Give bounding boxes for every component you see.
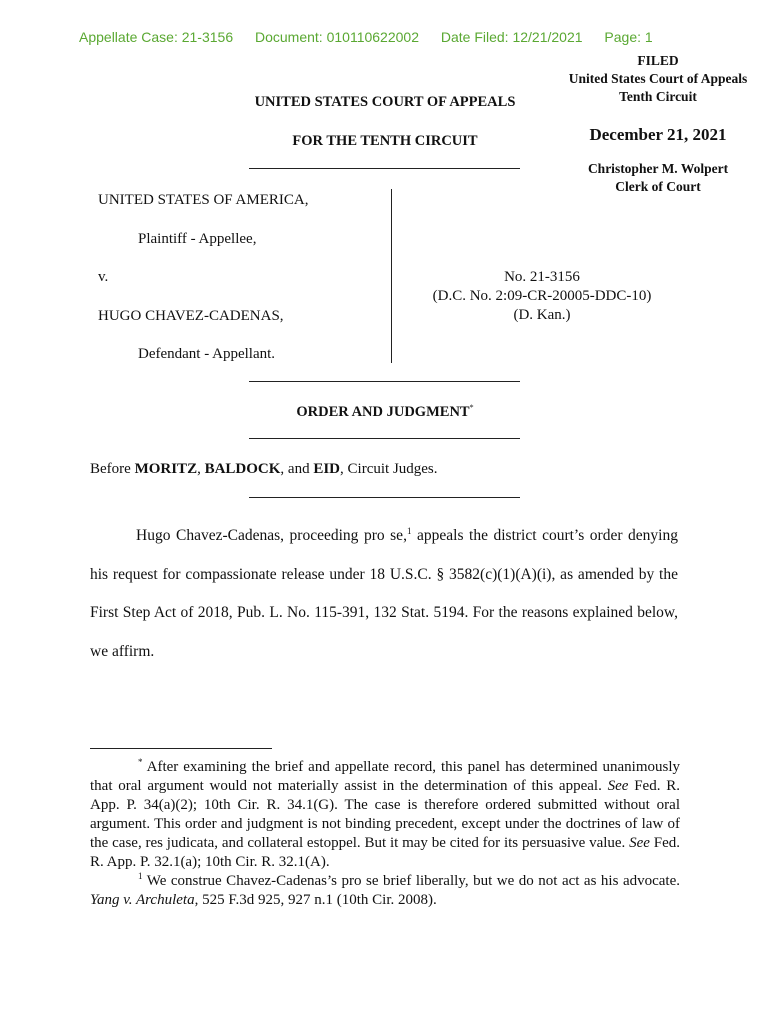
defendant-name: HUGO CHAVEZ-CADENAS, [98,308,284,324]
order-title-footnote-marker: * [469,403,474,412]
footnote-1-marker: 1 [406,525,412,536]
order-title-text: ORDER AND JUDGMENT [296,403,470,420]
district-case-number: (D.C. No. 2:09-CR-20005-DDC-10) [432,288,652,304]
footnote-star [90,758,680,872]
judge-eid: EID [313,461,341,477]
court-title: UNITED STATES COURT OF APPEALS [254,94,516,110]
signal-see: See [607,778,629,794]
case-number-stamp: Appellate Case: 21-3156 [79,29,234,45]
date-filed-stamp: Date Filed: 12/21/2021 [440,29,583,45]
filed-label: FILED [637,53,679,68]
defendant-role: Defendant - Appellant. [138,346,276,362]
signal-see: See [629,835,650,851]
filed-circuit: Tenth Circuit [619,89,697,104]
case-number: No. 21-3156 [504,269,580,285]
page-number-stamp: Page: 1 [604,29,653,45]
footnote-1 [90,872,680,910]
plaintiff-role: Plaintiff - Appellee, [138,231,257,247]
separator: , and [280,461,314,477]
filed-court: United States Court of Appeals [568,71,748,86]
footnote-text: Fed. R. App. P. 32.1(a); 10th Cir. R. 32.1(A). [90,835,681,870]
footnote-text: Fed. R. App. P. 34(a)(2); 10th Cir. R. 34.1(G). The case is therefore ordered submitted without oral argument. This order and judgment is not binding precedent, except under the doctrines of law of the case, res judicata, and collateral estoppel. But it may be cited for its persuasive value. [90,778,680,851]
divider [249,438,520,439]
body-text-part: Hugo Chavez-Cadenas, proceeding pro se, [136,527,407,544]
before-suffix: , Circuit Judges. [340,461,438,477]
footnotes [90,758,680,910]
footnote-text: , 525 F.3d 925, 927 n.1 (10th Cir. 2008). [194,892,437,908]
case-citation: Yang v. Archuleta [90,892,195,908]
divider [249,497,520,498]
footnote-star-marker: * [138,757,143,767]
case-number-block [420,268,664,325]
footnote-text: We construe Chavez-Cadenas’s pro se brief liberally, but we do not act as his advocate. [142,873,680,889]
footnote-1-marker: 1 [138,871,143,881]
body-text-part: appeals the district court’s order denying his request for compassionate release under 18 U.S.C. § 3582(c)(1)(A)(i), as amended by the First Step Act of 2018, Pub. L. No. 115-391, 132 Stat. 5194. For the reasons explained below, we affirm. [90,527,678,660]
before-prefix: Before [90,461,135,477]
opinion-body-paragraph [90,517,678,671]
plaintiff-name: UNITED STATES OF AMERICA, [98,192,309,208]
district-court: (D. Kan.) [513,307,571,323]
separator: , [197,461,205,477]
filed-stamp [548,52,768,196]
document-header-stamp [79,29,671,45]
circuit-title: FOR THE TENTH CIRCUIT [292,133,478,149]
clerk-title: Clerk of Court [615,179,701,194]
divider [249,168,520,169]
document-number-stamp: Document: 010110622002 [255,29,419,45]
clerk-name: Christopher M. Wolpert [587,161,729,176]
divider [249,381,520,382]
filed-date: December 21, 2021 [589,125,727,144]
judge-moritz: MORITZ [134,461,198,477]
footnote-separator [90,748,272,749]
judge-baldock: BALDOCK [204,461,281,477]
panel-judges [90,461,438,478]
versus: v. [98,269,109,285]
order-title [232,403,538,421]
caption-divider [391,189,392,363]
footnote-text: After examining the brief and appellate record, this panel has determined unanimously that oral argument would not materially assist in the determination of this appeal. [90,759,680,794]
